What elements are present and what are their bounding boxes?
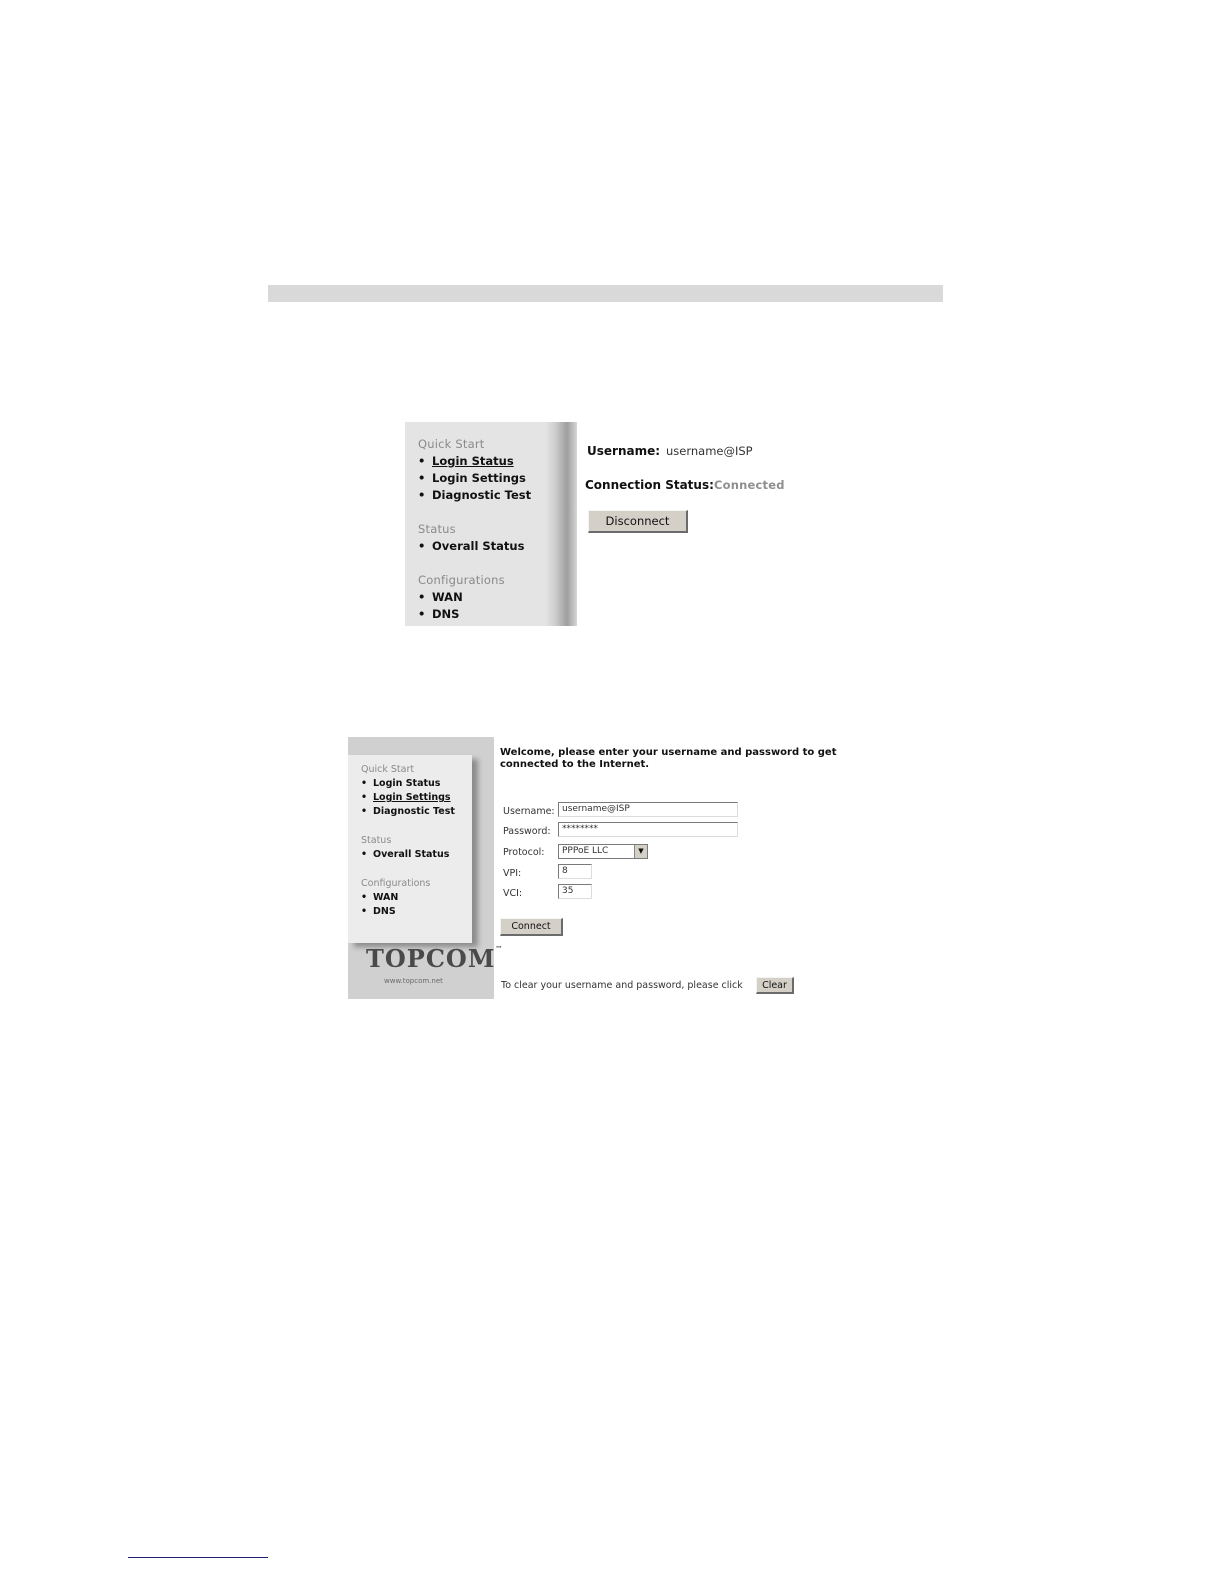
logo-url: www.topcom.net	[384, 977, 443, 985]
vpi-input[interactable]: 8	[558, 864, 592, 879]
clear-button[interactable]: Clear	[756, 977, 794, 994]
sidebar-item-label: Diagnostic Test	[432, 488, 532, 502]
sidebar-item-wan[interactable]: • WAN	[361, 892, 399, 903]
vci-input[interactable]: 35	[558, 884, 592, 899]
vpi-label: VPI:	[503, 868, 522, 879]
username-label: Username:	[587, 444, 661, 458]
sidebar-item-label: WAN	[373, 892, 399, 903]
sidebar-item-label: Overall Status	[373, 849, 450, 860]
protocol-label: Protocol:	[503, 847, 545, 858]
login-settings-panel	[500, 737, 893, 999]
protocol-select-value: PPPoE LLC	[562, 846, 609, 856]
login-status-panel	[587, 422, 805, 626]
login-settings-screenshot	[348, 737, 893, 999]
topcom-logo: TOPCOM™	[366, 944, 504, 973]
username-label: Username:	[503, 806, 555, 817]
sidebar-item-label: Login Settings	[373, 792, 451, 803]
page-header-bar	[268, 285, 943, 302]
sidebar-heading-status: Status	[418, 522, 456, 536]
sidebar-item-label: DNS	[373, 906, 396, 917]
sidebar-heading-quick-start: Quick Start	[418, 437, 485, 451]
sidebar-item-login-status[interactable]: • Login Status	[418, 454, 514, 468]
username-input[interactable]: username@ISP	[558, 802, 738, 817]
sidebar-item-label: Login Settings	[432, 471, 526, 485]
sidebar-item-label: DNS	[432, 607, 460, 621]
sidebar-menu	[348, 755, 472, 943]
connect-button[interactable]: Connect	[500, 918, 563, 936]
password-label: Password:	[503, 826, 551, 837]
sidebar-item-login-settings[interactable]: • Login Settings	[418, 471, 526, 485]
password-input[interactable]: ********	[558, 822, 738, 837]
sidebar-item-label: WAN	[432, 590, 463, 604]
sidebar-menu	[405, 422, 577, 626]
login-status-screenshot	[405, 422, 805, 626]
footer-rule	[128, 1557, 268, 1558]
sidebar-item-label: Login Status	[373, 778, 441, 789]
sidebar-item-label: Diagnostic Test	[373, 806, 455, 817]
dropdown-arrow-icon[interactable]: ▼	[634, 845, 647, 858]
sidebar-item-dns[interactable]: • DNS	[418, 607, 460, 621]
connection-status-label: Connection Status:	[585, 478, 714, 492]
sidebar-item-overall-status[interactable]: • Overall Status	[361, 849, 450, 860]
connection-status-value: Connected	[714, 478, 785, 492]
vci-label: VCI:	[503, 888, 523, 899]
sidebar-item-login-status[interactable]: • Login Status	[361, 778, 441, 789]
sidebar-heading-quick-start: Quick Start	[361, 764, 415, 775]
welcome-message: Welcome, please enter your username and password to get connected to the Internet.	[500, 747, 837, 770]
sidebar-panel	[348, 737, 504, 999]
sidebar-item-label: Overall Status	[432, 539, 525, 553]
protocol-select[interactable]	[558, 844, 648, 859]
sidebar-item-dns[interactable]: • DNS	[361, 906, 396, 917]
sidebar-heading-configurations: Configurations	[361, 878, 431, 889]
sidebar-heading-configurations: Configurations	[418, 573, 505, 587]
sidebar-item-login-settings[interactable]: • Login Settings	[361, 792, 451, 803]
sidebar-item-diagnostic-test[interactable]: • Diagnostic Test	[418, 488, 532, 502]
sidebar-item-diagnostic-test[interactable]: • Diagnostic Test	[361, 806, 455, 817]
clear-instruction-text: To clear your username and password, please click	[501, 980, 743, 991]
sidebar-heading-status: Status	[361, 835, 392, 846]
disconnect-button[interactable]: Disconnect	[588, 510, 688, 533]
sidebar-item-label: Login Status	[432, 454, 514, 468]
sidebar-item-wan[interactable]: • WAN	[418, 590, 463, 604]
sidebar-item-overall-status[interactable]: • Overall Status	[418, 539, 525, 553]
username-value: username@ISP	[666, 444, 753, 458]
